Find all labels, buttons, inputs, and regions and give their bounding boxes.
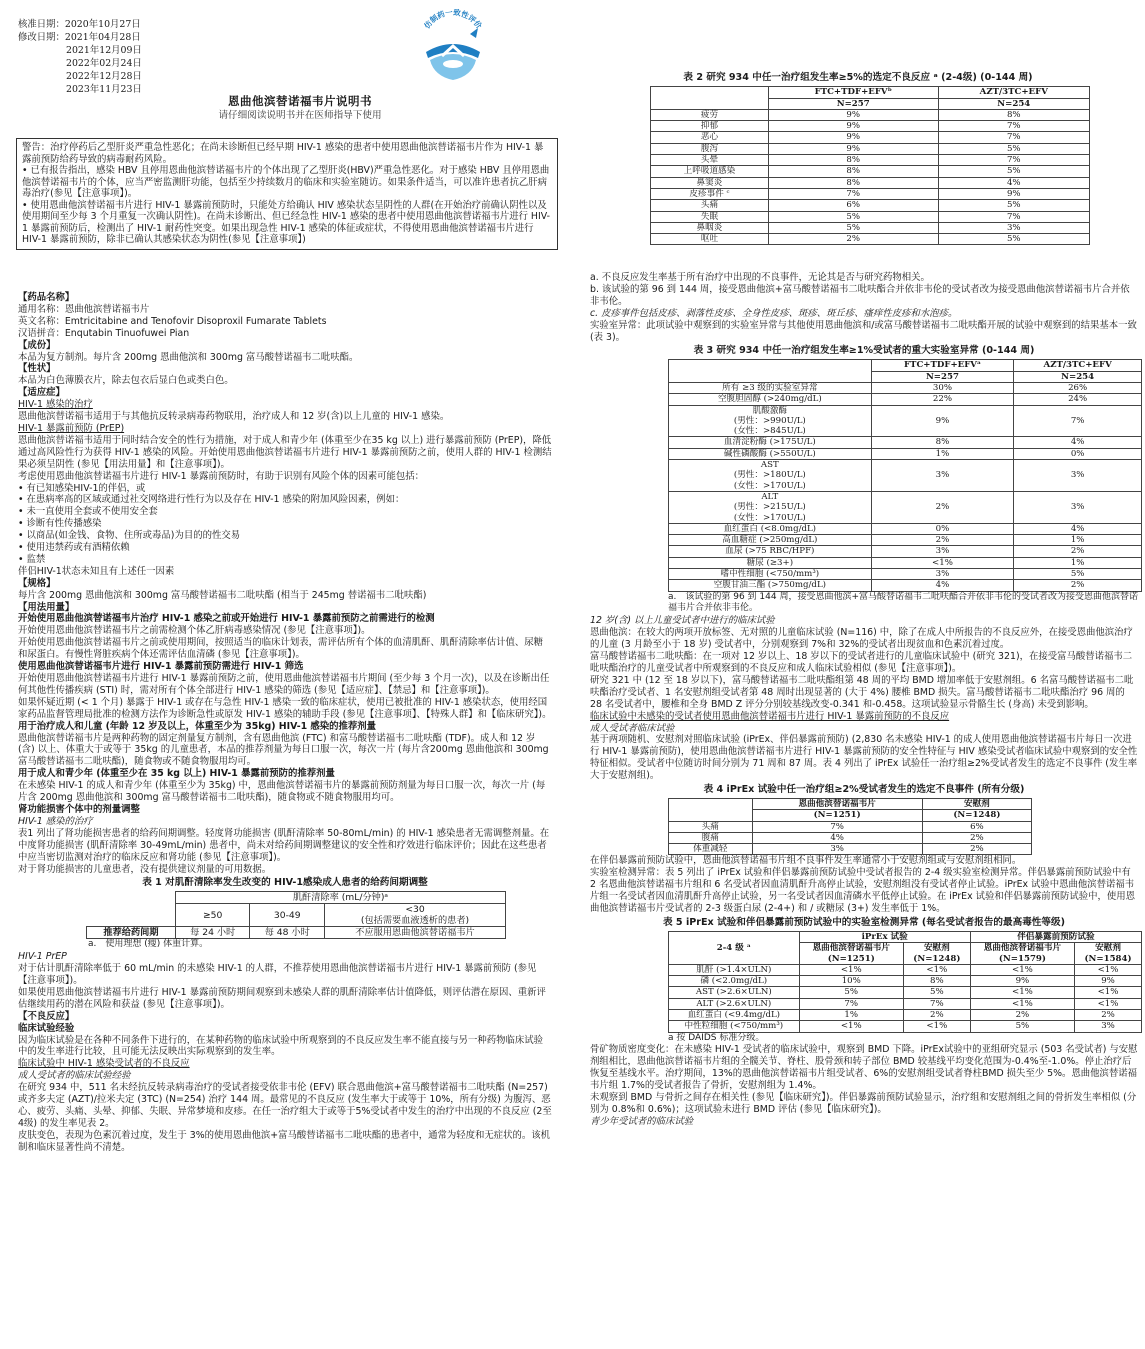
- text-para: 在伴侣暴露前预防试验中，恩曲他滨替诺福韦片组不良事件发生率通常小于安慰剂组或与安慰剂组相同。: [590, 855, 1022, 867]
- section-heading: 【成份】: [18, 339, 56, 351]
- table-cell: 3%: [1014, 460, 1142, 492]
- table-row-label: 血红蛋白 (<8.0mg/dL): [669, 523, 872, 534]
- table-caption: 表 5 iPrEx 试验和伴侣暴露前预防试验中的实验室检测异常 (每名受试者报告的最高毒性等级): [663, 917, 1065, 928]
- table-body: [651, 109, 1090, 245]
- table-header: AZT/3TC+EFV: [1014, 360, 1142, 371]
- text-para: 实验室检测异常：表 5 列出了 iPrEx 试验和伴侣暴露前预防试验中受试者报告的 2-4 级实验室检测异常。伴侣暴露前预防试验中有 2 名恩曲他滨替诺福韦片组和 6 名受试者因血清肌酐升高停止试验，安慰剂组没有受试者停止试验。iPrEx 试验中恩曲他滨替诺福韦片组一名受试者因血清肌酐升高停止试验，另一名受试者因血清磷水平低停止试验。在 iPrEx 试验和伴侣暴露前预防试验中，使用恩曲他滨替诺福韦片受试者的 2-3 级蛋白尿 (2-4+) 和 / 或糖尿 (3+) 发生率低于 1%。: [590, 867, 1136, 915]
- text-line: 本品为复方制剂。每片含 200mg 恩曲他滨和 300mg 富马酸替诺福韦二吡呋酯。: [18, 351, 359, 363]
- table-row-label: 抑郁: [651, 121, 769, 132]
- table-row: [651, 132, 1090, 143]
- warning-para: • 使用恩曲他滨替诺福韦片进行 HIV-1 暴露前预防时，只能处方给确认 HIV 感染状态呈阴性的人群(在开始治疗前确认阴性以及使用期间至少每 3 个月重复一次确认阴性)。在尚未诊断出、但已经急性 HIV-1 感染的患者中使用恩曲他滨替诺福韦片进行 HIV-1 暴露前预防后，检测出了 HIV-1 耐药性突变。如果出现急性 HIV-1 感染的体征或症状，不得使用恩曲他滨替诺福韦片进行 HIV-1 暴露前预防，除非已确认其感染状态为阴性(参见【注意事项】): [22, 199, 550, 245]
- table-row: [651, 234, 1090, 245]
- table-row-label: 呕吐: [651, 234, 769, 245]
- table-cell: 4%: [938, 177, 1089, 188]
- table-row-label: 肌酸激酶 (男性：>990U/L) (女性：>845U/L): [669, 405, 872, 437]
- table-row-label: 皮疹事件 ᶜ: [651, 188, 769, 199]
- bullet-item: • 在患病率高的区域或通过社交网络进行性行为以及存在 HIV-1 感染的附加风险因素，例如：: [18, 494, 405, 506]
- subheading: 用于成人和青少年 (体重至少在 35 kg 以上) HIV-1 暴露前预防的推荐剂量: [18, 768, 335, 780]
- table-header: ≥50: [175, 904, 250, 927]
- subheading: HIV-1 感染的治疗: [18, 815, 93, 827]
- table-row: [669, 382, 1142, 393]
- table-cell: 7%: [1014, 405, 1142, 437]
- table-row: [669, 964, 1142, 975]
- text-para: 因为临床试验是在各种不同条件下进行的，在某种药物的临床试验中所观察到的不良反应发生率不能直接与另一种药物临床试验中的发生率进行比较，且可能无法反映出实际观察到的发生率。: [18, 1034, 544, 1058]
- table-cell: <1%: [970, 998, 1074, 1009]
- table-row: [651, 222, 1090, 233]
- table-cell: 2%: [1075, 1009, 1142, 1020]
- table-row: [669, 580, 1142, 591]
- table-footnote: a 按 DAIDS 标准分级。: [668, 1032, 765, 1043]
- table-caption: 表 3 研究 934 中任一治疗组发生率≥1%受试者的重大实验室异常 (0-144 周): [693, 345, 1035, 357]
- text-para: 皮肤变色，表现为色素沉着过度，发生于 3%的使用恩曲他滨+富马酸替诺福韦二吡呋酯的患者中，通常为轻度和无症状的。该机制和临床显著性尚不清楚。: [18, 1129, 550, 1153]
- table-cell: <1%: [1075, 964, 1142, 975]
- table-row-label: 碱性磷酸酶 (>550U/L): [669, 448, 872, 459]
- table-cell: 5%: [970, 1021, 1074, 1032]
- table-cell: 24%: [1014, 394, 1142, 405]
- table-row: [651, 155, 1090, 166]
- text-para: 开始使用恩曲他滨替诺福韦片之前需检测个体乙肝病毒感染情况 (参见【注意事项】)。: [18, 625, 371, 637]
- table-cell: 8%: [768, 177, 938, 188]
- table-row: [669, 448, 1142, 459]
- section-heading: 【适应症】: [18, 387, 65, 399]
- text-para: 恩曲他滨替诺福韦适用于与其他抗反转录病毒药物联用，治疗成人和 12 岁(含)以上儿童的 HIV-1 感染。: [18, 411, 450, 423]
- table-cell: 7%: [903, 998, 970, 1009]
- table-cell: 2%: [871, 491, 1014, 523]
- table-cell: <1%: [799, 1021, 903, 1032]
- table-row-label: ALT (男性：>215U/L) (女性：>170U/L): [669, 491, 872, 523]
- bullet-item: • 使用违禁药或有酒精依赖: [18, 542, 130, 554]
- subheading: 临床试验中 HIV-1 感染受试者的不良反应: [18, 1058, 190, 1070]
- document-title: 恩曲他滨替诺福韦片说明书: [228, 94, 372, 108]
- section-heading: 【用法用量】: [18, 601, 75, 613]
- table-row: [669, 546, 1142, 557]
- table-row-label: 头痛: [669, 821, 753, 832]
- subheading: 临床试验经验: [18, 1022, 75, 1034]
- table-row: [651, 109, 1090, 120]
- bullet-item: • 以商品(如金钱、食物、住所或毒品)为目的的性交易: [18, 530, 241, 542]
- table-cell: 0%: [1014, 448, 1142, 459]
- table-cell: <1%: [1075, 998, 1142, 1009]
- table-cell: 2%: [1014, 546, 1142, 557]
- table-body: [669, 821, 1032, 855]
- table-row-label: 鼻咽炎: [651, 222, 769, 233]
- table-row: [651, 177, 1090, 188]
- table-cell: <1%: [1075, 987, 1142, 998]
- table-header: N=257: [871, 371, 1014, 382]
- text-line: 通用名称：恩曲他滨替诺福韦片: [18, 303, 150, 315]
- table-header: FTC+TDF+EFVᵇ: [768, 87, 938, 98]
- section-heading: 【规格】: [18, 577, 56, 589]
- table-cell: 2%: [922, 832, 1031, 843]
- table-caption: 表 2 研究 934 中任一治疗组发生率≥5%的选定不良反应 ᵃ (2-4级) (0-144 周): [683, 72, 1033, 83]
- table-footnote: a. 不良反应发生率基于所有治疗中出现的不良事件，无论其是否与研究药物相关。: [590, 272, 930, 283]
- table-cell: 8%: [871, 437, 1014, 448]
- section-heading: 【不良反应】: [18, 1010, 75, 1022]
- table-cell: 8%: [768, 166, 938, 177]
- table-row-label: 磷 (<2.0mg/dL): [669, 976, 800, 987]
- table-cell: <1%: [871, 557, 1014, 568]
- table-row: [669, 557, 1142, 568]
- table-header: N=257: [768, 98, 938, 109]
- table-cell: 8%: [768, 155, 938, 166]
- text-para: 如果使用恩曲他滨替诺福韦片进行 HIV-1 暴露前预防期间观察到未感染人群的肌酐清除率估计值降低，则评估潜在原因、重新评估继续用药的潜在风险和获益 (参见【注意事项】)。: [18, 986, 546, 1010]
- subheading: 青少年受试者的临床试验: [590, 1115, 694, 1127]
- table-5-lab-abnormalities: [668, 931, 1142, 1033]
- table-cell: 7%: [768, 188, 938, 199]
- table-cell: 3%: [871, 568, 1014, 579]
- table-2-block: [588, 70, 1128, 245]
- table-header: N=254: [1014, 371, 1142, 382]
- table-header: 恩曲他滨替诺福韦片: [752, 798, 922, 809]
- date-line: 2023年11月23日: [66, 84, 142, 95]
- table-cell: 8%: [903, 976, 970, 987]
- table-cell: <1%: [970, 964, 1074, 975]
- text-para: 开始使用恩曲他滨替诺福韦片进行 HIV-1 暴露前预防之前，使用恩曲他滨替诺福韦片期间 (至少每 3 个月一次)，以及在诊断出任何其他性传播疾病 (STI) 时，需对所有个体全部进行 HIV-1 感染的筛选 (参见【适应症】、【禁忌】和【注意事项】)。: [18, 673, 550, 696]
- left-column: [18, 292, 552, 1154]
- table-row: [669, 437, 1142, 448]
- table-row: [669, 1021, 1142, 1032]
- table-header: (N=1251): [752, 810, 922, 821]
- table-header: FTC+TDF+EFVᵃ: [871, 360, 1014, 371]
- table-row: [669, 405, 1142, 437]
- text-para: 研究 321 中 (12 至 18 岁以下)，富马酸替诺福韦二吡呋酯组第 48 周的平均 BMD 增加率低于安慰剂组。6 名富马酸替诺福韦二吡呋酯治疗受试者、1 名安慰剂组受试者第 48 周时出现显著的 (大于 4%) 腰椎 BMD 损失。富马酸替诺福韦二吡呋酯治疗 96 周的 28 名受试者中，腰椎和全身 BMD Z 评分分别较基线改变-0.341 和-0.458。这项试验显示骨骼生长 (身高) 未受到影响。: [590, 674, 1134, 710]
- bullet-item: • 诊断有性传播感染: [18, 518, 102, 530]
- subheading: 开始使用恩曲他滨替诺福韦片治疗 HIV-1 感染之前或开始进行 HIV-1 暴露前预防之前需进行的检测: [18, 613, 435, 625]
- table-header: 安慰剂 (N=1584): [1075, 943, 1142, 965]
- table-cell: 9%: [768, 143, 938, 154]
- table-cell: 4%: [1014, 523, 1142, 534]
- text-para: 对于估计肌酐清除率低于 60 mL/min 的未感染 HIV-1 的人群，不推荐使用恩曲他滨替诺福韦片进行 HIV-1 暴露前预防 (参见【注意事项】)。: [18, 963, 537, 987]
- table-row: [669, 491, 1142, 523]
- table-cell: 9%: [871, 405, 1014, 437]
- document-title-block: [130, 95, 470, 123]
- section-heading: 【药品名称】: [18, 292, 75, 303]
- table-cell: 5%: [799, 987, 903, 998]
- text-para: 开始使用恩曲他滨替诺福韦片之前或使用期间，按照适当的临床计划表，需评估所有个体的血清肌酐、肌酐清除率估计值、尿糖和尿蛋白。有慢性肾脏疾病个体还需评估血清磷 (参见【注意事项】)。: [18, 637, 544, 661]
- date-line: 核准日期：2020年10月27日: [18, 19, 141, 30]
- table-cell: 1%: [799, 1009, 903, 1020]
- text-para: 恩曲他滨替诺福韦片是两种药物的固定剂量复方制剂，含有恩曲他滨 (FTC) 和富马酸替诺福韦二吡呋酯 (TDF)。成人和 12 岁 (含) 以上、体重大于或等于 35kg 的儿童患者，本品的推荐剂量为每日口服一次，每次一片 (每片含200mg 恩曲他滨和 300mg 富马酸替诺福韦二吡呋酯)，随食物或不随食物服用均可。: [18, 732, 549, 768]
- table-header: iPrEx 试验: [799, 931, 970, 942]
- warning-para: 警告：治疗停药后乙型肝炎严重急性恶化；在尚未诊断但已经早期 HIV-1 感染的患者中使用恩曲他滨替诺福韦片作为 HIV-1 暴露前预防给药导致的病毒耐药风险。: [22, 142, 544, 165]
- table-row: [669, 821, 1032, 832]
- table-row: [669, 832, 1032, 843]
- table-header: 恩曲他滨替诺福韦片 (N=1251): [799, 943, 903, 965]
- subheading: 使用恩曲他滨替诺福韦片进行 HIV-1 暴露前预防需进行 HIV-1 筛选: [18, 661, 304, 673]
- table-cell: 5%: [903, 987, 970, 998]
- table-cell: 5%: [938, 200, 1089, 211]
- table-header: 恩曲他滨替诺福韦片 (N=1579): [970, 943, 1074, 965]
- text-para: 在未感染 HIV-1 的成人和青少年 (体重至少为 35kg) 中，恩曲他滨替诺福韦片的暴露前预防剂量为每日口服一次，每次一片 (每片含 200mg 恩曲他滨和 300mg 富马酸替诺福韦二吡呋酯)，随食物或不随食物服用均可。: [18, 780, 546, 804]
- table-4-iprex-adverse-events: [668, 798, 1032, 855]
- table-cell: 30%: [871, 382, 1014, 393]
- table-row: [669, 523, 1142, 534]
- table-body: [669, 382, 1142, 591]
- table-row-label: 上呼吸道感染: [651, 166, 769, 177]
- table-row-label: 肌酐 (>1.4×ULN): [669, 964, 800, 975]
- table-cell: <1%: [970, 987, 1074, 998]
- consistency-evaluation-logo: [412, 6, 494, 86]
- table-cell: 7%: [938, 121, 1089, 132]
- table-caption: 表 4 iPrEx 试验中任一治疗组≥2%受试者发生的选定不良事件 (所有分级): [703, 784, 1025, 796]
- table-row: [651, 188, 1090, 199]
- table-body: [669, 964, 1142, 1032]
- table-cell: 8%: [938, 109, 1089, 120]
- table-cell: 3%: [752, 844, 922, 855]
- table-3-lab-abnormalities: [668, 359, 1142, 591]
- table-row-label: 嗜中性细胞 (<750/mm³): [669, 568, 872, 579]
- table-cell: 0%: [871, 523, 1014, 534]
- table-cell: 4%: [1014, 437, 1142, 448]
- table-cell: 1%: [1014, 557, 1142, 568]
- table-row: [669, 998, 1142, 1009]
- table-cell: 1%: [871, 448, 1014, 459]
- table-row-label: 鼻窦炎: [651, 177, 769, 188]
- table-header: (N=1248): [922, 810, 1031, 821]
- table-row-label: 推荐给药间期: [87, 927, 176, 939]
- table-row-label: 中性粒细胞 (<750/mm³): [669, 1021, 800, 1032]
- table-1-dosing: [86, 891, 506, 939]
- svg-text:仿制药一致性评价: [422, 7, 485, 31]
- subheading: 成人受试者的临床试验经验: [18, 1070, 131, 1082]
- table-cell: 5%: [938, 166, 1089, 177]
- text-para: 在研究 934 中，511 名未经抗反转录病毒治疗的受试者接受依非韦伦 (EFV) 联合恩曲他滨+富马酸替诺福韦二吡呋酯 (N=257) 或齐多夫定 (AZT)/拉米夫定 (3TC) (N=254) 治疗 144 周。最常见的不良反应 (发生率大于或等于 10%，所有分级) 为腹泻、恶心、疲劳、头痛、头晕、抑郁、失眠、异常梦境和皮疹。在任一治疗组大于或等于5%受试者中发生的治疗中出现的不良反应 (2至4级) 的发生率见表 2。: [18, 1082, 552, 1129]
- table-cell: 5%: [768, 222, 938, 233]
- table-header: 30-49: [250, 904, 325, 927]
- table-cell: 9%: [768, 121, 938, 132]
- bullet-item: • 有已知感染HIV-1的伴侣，或: [18, 482, 146, 494]
- table-header: <30 (包括需要血液透析的患者): [325, 904, 506, 927]
- table-cell: 9%: [1075, 976, 1142, 987]
- text-line: 汉语拼音：Enqutabin Tinuofuwei Pian: [18, 327, 190, 339]
- table-header: 肌酐清除率 (mL/分钟)ᵃ: [175, 892, 505, 904]
- date-line: 2021年12月09日: [66, 45, 142, 56]
- table-cell: 2%: [970, 1009, 1074, 1020]
- table-row: [669, 844, 1032, 855]
- subheading: 临床试验中未感染的受试者使用恩曲他滨替诺福韦片进行 HIV-1 暴露前预防的不良反应: [590, 710, 950, 722]
- table-row-label: ALT (>2.6×ULN): [669, 998, 800, 1009]
- table-row-label: 腹泻: [651, 143, 769, 154]
- table-row: [651, 166, 1090, 177]
- bullet-item: • 未一直使用全套或不使用安全套: [18, 506, 158, 518]
- text-para: 富马酸替诺福韦二吡呋酯：在一项对 12 岁以上、18 岁以下的受试者进行的儿童临床试验中 (研究 321)，在接受富马酸替诺福韦二吡呋酯治疗的儿童受试者中所观察到的不良反应和成人临床试验相似 (参见【注意事项】)。: [590, 651, 1133, 675]
- logo-text: 仿制药一致性评价: [422, 7, 484, 31]
- table-caption: 表 1 对肌酐清除率发生改变的 HIV-1感染成人患者的给药间期调整: [142, 877, 428, 889]
- table-row: [651, 143, 1090, 154]
- table-cell: 3%: [871, 546, 1014, 557]
- table-row: [669, 460, 1142, 492]
- table-cell: 2%: [922, 844, 1031, 855]
- table-footnote: b. 该试验的第 96 到 144 周，接受恩曲他滨+富马酸替诺福韦二吡呋酯合并依非韦伦的受试者改为接受恩曲他滨替诺福韦片合并依非韦伦。: [590, 283, 1130, 307]
- table-footnote: a. 该试验的第 96 到 144 周，接受恩曲他滨+富马酸替诺福韦二吡呋酯合并依非韦伦的受试者改为接受恩曲他滨替诺福韦片合并依非韦伦。: [668, 591, 1138, 614]
- table-cell: 9%: [970, 976, 1074, 987]
- table-cell: 7%: [799, 998, 903, 1009]
- table-row: [669, 976, 1142, 987]
- subheading: 肾功能损害个体中的剂量调整: [18, 803, 140, 815]
- table-row-label: 空腹甘油三酯 (>750mg/dL): [669, 580, 872, 591]
- table-cell: 4%: [871, 580, 1014, 591]
- table-row-label: 血清淀粉酶 (>175U/L): [669, 437, 872, 448]
- table-row-label: 疲劳: [651, 109, 769, 120]
- table-row-label: 血红蛋白 (<9.4mg/dL): [669, 1009, 800, 1020]
- table-cell: 6%: [922, 821, 1031, 832]
- table-cell: 5%: [1014, 568, 1142, 579]
- table-row: [651, 211, 1090, 222]
- table-row: [669, 394, 1142, 405]
- subheading: 用于治疗成人和儿童 (年龄 12 岁及以上，体重至少为 35kg) HIV-1 感染的推荐剂量: [18, 720, 377, 732]
- table-row-label: 恶心: [651, 132, 769, 143]
- table-row: [669, 568, 1142, 579]
- table-cell: <1%: [799, 964, 903, 975]
- table-cell: 9%: [768, 132, 938, 143]
- text-para: 实验室异常：此项试验中观察到的实验室异常与其他使用恩曲他滨和/或富马酸替诺福韦二吡呋酯开展的试验中观察到的结果基本一致 (表 3)。: [590, 319, 1137, 343]
- table-header: AZT/3TC+EFV: [938, 87, 1089, 98]
- table-row-label: AST (>2.6×ULN): [669, 987, 800, 998]
- table-row: [651, 200, 1090, 211]
- table-cell: 7%: [752, 821, 922, 832]
- table-cell: 7%: [938, 155, 1089, 166]
- date-line: 修改日期：2021年04月28日: [18, 32, 141, 43]
- table-footnote: c. 皮疹事件包括皮疹、剥落性皮疹、全身性皮疹、斑疹、斑丘疹、瘙痒性皮疹和水泡疹。: [590, 307, 958, 319]
- table-header: 安慰剂 (N=1248): [903, 943, 970, 965]
- table-cell: 3%: [938, 222, 1089, 233]
- table-cell: 每 24 小时: [175, 927, 250, 939]
- text-para: 表1 列出了肾功能损害患者的给药间期调整。轻度肾功能损害 (肌酐清除率 50-80mL/min) 的 HIV-1 感染患者无需调整剂量。在中度肾功能损害 (肌酐清除率 30-49mL/min) 患者中，尚未对给药间期调整建议的安全性和疗效进行临床评价；因此在这些患者中应当密切监测对治疗的临床反应和肾功能 (参见【注意事项】)。: [18, 827, 550, 863]
- subheading: HIV-1 暴露前预防 (PrEP): [18, 422, 125, 434]
- table-row-label: AST (男性：>180U/L) (女性：>170U/L): [669, 460, 872, 492]
- text-para: 基于两项随机、安慰剂对照临床试验 (iPrEx、伴侣暴露前预防) (2,830 名未感染 HIV-1 的成人使用恩曲他滨替诺福韦片每日一次进行 HIV-1 暴露前预防)，使用恩曲他滨替诺福韦片进行 HIV-1 暴露前预防的安全性特征与 HIV 感染受试者临床试验中观察到的安全性特征相似。受试者中位随访时间分别为 71 周和 87 周。表 4 列出了 iPrEx 试验任一治疗组≥2%受试者发生的选定不良事件 (发生率大于安慰剂组)。: [590, 734, 1138, 782]
- table-cell: 10%: [799, 976, 903, 987]
- table-cell: 每 48 小时: [250, 927, 325, 939]
- table-row: [669, 1009, 1142, 1020]
- table-cell: 2%: [1014, 580, 1142, 591]
- table-header: 伴侣暴露前预防试验: [970, 931, 1141, 942]
- table-cell: 2%: [871, 535, 1014, 546]
- text-para: 如果怀疑近期 (< 1 个月) 暴露于 HIV-1 或存在与急性 HIV-1 感染一致的临床症状，使用已被批准的 HIV-1 感染状态，使用经国家药品监督管理局批准的检测方法作为诊断急性或原发 HIV-1 感染的辅助手段 (参见【注意事项】、【特殊人群】和【临床研究】)。: [18, 696, 552, 720]
- text-para: 未观察到 BMD 与骨折之间存在相关性 (参见【临床研究】)。伴侣暴露前预防试验显示，治疗组和安慰剂组之间的骨折发生率相似 (分别为 0.8%和 0.6%)；这项试验未进行 BMD 评估 (参见【临床研究】)。: [590, 1092, 1137, 1116]
- table-cell: 9%: [768, 109, 938, 120]
- table-cell: <1%: [903, 1021, 970, 1032]
- subheading: HIV-1 感染的治疗: [18, 399, 93, 411]
- table-cell: 6%: [768, 200, 938, 211]
- date-line: 2022年02月24日: [66, 58, 142, 69]
- table-cell: 9%: [938, 188, 1089, 199]
- table-header: 安慰剂: [922, 798, 1031, 809]
- table-cell: 1%: [1014, 535, 1142, 546]
- text-para: 骨矿物质密度变化：在未感染 HIV-1 受试者的临床试验中，观察到 BMD 下降。iPrEx试验中的亚组研究显示 (503 名受试者) 与安慰剂组相比，恩曲他滨替诺福韦片组的全髋关节、脊柱、股骨颈和转子部位 BMD 较基线平均变化范围为-0.4%至-1.0%。停止治疗后恢复至基线水平。治疗期间，13%的恩曲他滨替诺福韦片组受试者、6%的安慰剂组受试者脊柱BMD 损失至少 5%。恩曲他滨替诺福韦片组 1.7%的受试者报告了骨折，安慰剂组为 1.4%。: [590, 1044, 1138, 1092]
- subheading: 12 岁(含) 以上儿童受试者中进行的临床试验: [590, 615, 775, 627]
- table-cell: 不应服用恩曲他滨替诺福韦片: [325, 927, 506, 939]
- table-cell: 7%: [938, 132, 1089, 143]
- table-row: [669, 535, 1142, 546]
- table-row-label: 空腹胆固醇 (>240mg/dL): [669, 394, 872, 405]
- table-cell: 5%: [768, 211, 938, 222]
- table-footnote: a. 使用理想 (瘦) 体重计算。: [88, 939, 209, 950]
- table-row-label: 血尿 (>75 RBC/HPF): [669, 546, 872, 557]
- table-cell: 4%: [752, 832, 922, 843]
- table-header: 2-4 级 ᵃ: [669, 931, 800, 964]
- subheading: 成人受试者临床试验: [590, 722, 675, 734]
- table-row: [669, 987, 1142, 998]
- table-row-label: 糖尿 (≥3+): [669, 557, 872, 568]
- revision-dates: [18, 18, 142, 96]
- table-cell: 5%: [938, 143, 1089, 154]
- date-line: 2022年12月28日: [66, 71, 142, 82]
- text-para: 对于肾功能损害的儿童患者，没有提供建议剂量的可用数据。: [18, 863, 272, 875]
- text-para: 考虑使用恩曲他滨替诺福韦片进行 HIV-1 暴露前预防时，有助于识别有风险个体的因素可能包括：: [18, 470, 424, 482]
- table-row-label: 所有 ≥3 级的实验室异常: [669, 382, 872, 393]
- table-row-label: 体重减轻: [669, 844, 753, 855]
- table-2-adverse-reactions: [650, 86, 1090, 245]
- table-cell: 22%: [871, 394, 1014, 405]
- table-cell: <1%: [903, 964, 970, 975]
- table-row: [651, 121, 1090, 132]
- table-cell: 2%: [903, 1009, 970, 1020]
- table-cell: 3%: [1075, 1021, 1142, 1032]
- text-line: 英文名称：Emtricitabine and Tenofovir Disoproxil Fumarate Tablets: [18, 315, 327, 327]
- table-cell: 5%: [938, 234, 1089, 245]
- bullet-item: • 监禁: [18, 553, 46, 565]
- table-row-label: 腹痛: [669, 832, 753, 843]
- text-para: 恩曲他滨：在较大的两项开放标签、无对照的儿童临床试验 (N=116) 中，除了在成人中所报告的不良反应外，在接受恩曲他滨治疗的儿童 (3 月龄至小于 18 岁) 受试者中，分别观察到 7%和 32%的受试者出现贫血和色素沉着过度。: [590, 627, 1133, 651]
- table-cell: 2%: [768, 234, 938, 245]
- table-cell: 7%: [938, 211, 1089, 222]
- boxed-warning: [16, 138, 558, 250]
- table-header: N=254: [938, 98, 1089, 109]
- text-line: 本品为白色薄膜衣片，除去包衣后显白色或类白色。: [18, 375, 234, 387]
- warning-para: • 已有报告指出，感染 HBV 且停用恩曲他滨替诺福韦片的个体出现了乙型肝炎(HBV)严重急性恶化。对于感染 HBV 且停用恩曲他滨替诺福韦片的个体，应当严密监测肝功能，包括至少持续数月的临床和实验室随访。如果条件适当，可以准许患者抗乙肝病毒治疗(参见【注意事项】)。: [22, 165, 550, 199]
- table-cell: 26%: [1014, 382, 1142, 393]
- table-row-label: 失眠: [651, 211, 769, 222]
- section-heading: 【性状】: [18, 363, 56, 375]
- subheading: HIV-1 PrEP: [18, 951, 67, 963]
- text-para: 恩曲他滨替诺福韦适用于同时结合安全的性行为措施，对于成人和青少年 (体重至少在35 kg 以上) 进行暴露前预防 (PrEP)，降低通过高风险性行为获得 HIV-1 感染的风险。开始使用恩曲他滨替诺福韦片进行 HIV-1 暴露前预防之前，使用人群的 HIV-1 检测结果必须呈阴性 (参见【用法用量】和【注意事项】)。: [18, 434, 552, 470]
- document-subtitle: 请仔细阅读说明书并在医师指导下使用: [218, 110, 382, 122]
- text-para: 每片含 200mg 恩曲他滨和 300mg 富马酸替诺福韦二吡呋酯 (相当于 245mg 替诺福韦二吡呋酯): [18, 589, 427, 601]
- table-cell: 3%: [1014, 491, 1142, 523]
- table-row-label: 头痛: [651, 200, 769, 211]
- text-para: 伴侣HIV-1状态未知且有上述任一因素: [18, 565, 175, 577]
- table-cell: 3%: [871, 460, 1014, 492]
- table-row-label: 头晕: [651, 155, 769, 166]
- right-column: [590, 272, 1138, 1128]
- table-row-label: 高血糖症 (>250mg/dL): [669, 535, 872, 546]
